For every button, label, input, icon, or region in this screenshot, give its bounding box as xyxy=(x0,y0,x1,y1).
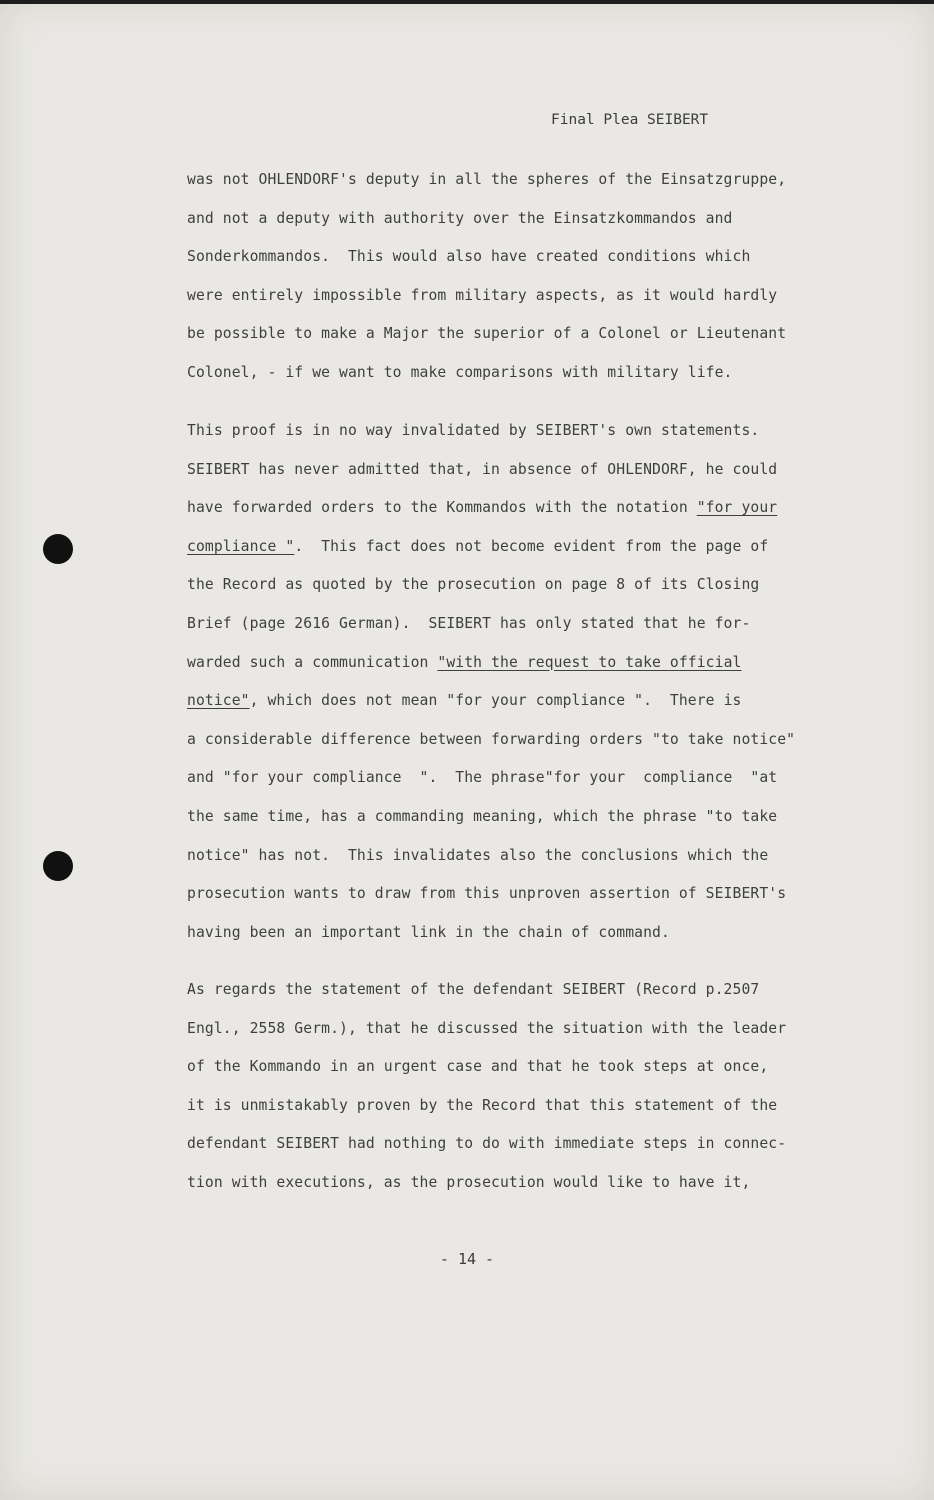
text-run: it is unmistakably proven by the Record that this statement of the xyxy=(187,1096,778,1114)
text-line xyxy=(187,759,847,798)
underlined-text: compliance " xyxy=(187,537,295,555)
text-line xyxy=(187,451,847,490)
text-run: Engl., 2558 Germ.), that he discussed the situation with the leader xyxy=(187,1019,787,1037)
text-line xyxy=(187,914,847,953)
text-line xyxy=(187,238,847,277)
page-header: Final Plea SEIBERT xyxy=(551,112,709,128)
text-line xyxy=(187,875,847,914)
text-run: a considerable difference between forwarding orders "to take notice" xyxy=(187,730,796,748)
text-line xyxy=(187,200,847,239)
text-run: . This fact does not become evident from the page of xyxy=(294,537,769,555)
text-run: Brief (page 2616 German). SEIBERT has only stated that he for- xyxy=(187,614,751,632)
text-line xyxy=(187,605,847,644)
text-line xyxy=(187,1010,847,1049)
text-run: be possible to make a Major the superior of a Colonel or Lieutenant xyxy=(187,325,787,343)
text-run: SEIBERT has never admitted that, in absence of OHLENDORF, he could xyxy=(187,460,778,478)
punch-hole-icon xyxy=(43,534,73,564)
paragraph-3 xyxy=(187,971,847,1203)
text-line xyxy=(187,354,847,393)
text-line xyxy=(187,566,847,605)
text-line xyxy=(187,412,847,451)
text-line xyxy=(187,721,847,760)
text-run: prosecution wants to draw from this unproven assertion of SEIBERT's xyxy=(187,885,787,903)
text-line xyxy=(187,798,847,837)
text-line xyxy=(187,489,847,528)
text-run: As regards the statement of the defendant SEIBERT (Record p.2507 xyxy=(187,981,760,998)
text-run: tion with executions, as the prosecution would like to have it, xyxy=(187,1173,751,1191)
text-line xyxy=(187,644,847,683)
paragraph-1 xyxy=(187,161,847,393)
text-line xyxy=(187,315,847,354)
text-run: having been an important link in the chain of command. xyxy=(187,923,670,941)
text-run: was not OHLENDORF's deputy in all the spheres of the Einsatzgruppe, xyxy=(187,171,787,188)
text-line xyxy=(187,161,847,200)
text-run: warded such a communication xyxy=(187,653,438,671)
text-run: notice" has not. This invalidates also the conclusions which the xyxy=(187,846,769,864)
text-line xyxy=(187,1125,847,1164)
text-run: This proof is in no way invalidated by SEIBERT's own statements. xyxy=(187,422,760,439)
text-run: , which does not mean "for your compliance ". There is xyxy=(249,692,742,710)
text-line xyxy=(187,277,847,316)
text-run: the Record as quoted by the prosecution on page 8 of its Closing xyxy=(187,576,760,594)
text-line xyxy=(187,682,847,721)
text-line xyxy=(187,1087,847,1126)
text-run: defendant SEIBERT had nothing to do with immediate steps in connec- xyxy=(187,1135,787,1153)
text-run: have forwarded orders to the Kommandos with the notation xyxy=(187,499,697,517)
text-line xyxy=(187,1164,847,1203)
underlined-text: "with the request to take official xyxy=(437,653,742,671)
text-run: of the Kommando in an urgent case and that he took steps at once, xyxy=(187,1058,769,1076)
text-line xyxy=(187,528,847,567)
underlined-text: notice" xyxy=(187,692,250,710)
paragraph-2 xyxy=(187,412,847,952)
underlined-text: "for your xyxy=(696,499,778,517)
text-line xyxy=(187,971,847,1010)
text-run: and "for your compliance ". The phrase"for your compliance "at xyxy=(187,769,778,787)
text-run: Colonel, - if we want to make comparisons with military life. xyxy=(187,363,733,381)
text-run: the same time, has a commanding meaning, which the phrase "to take xyxy=(187,807,778,825)
text-run: and not a deputy with authority over the Einsatzkommandos and xyxy=(187,209,733,227)
page-number: - 14 - xyxy=(439,1250,495,1268)
text-run: were entirely impossible from military aspects, as it would hardly xyxy=(187,286,778,304)
text-run: Sonderkommandos. This would also have created conditions which xyxy=(187,248,751,266)
text-line xyxy=(187,1048,847,1087)
scan-edge xyxy=(0,0,934,4)
text-line xyxy=(187,837,847,876)
punch-hole-icon xyxy=(43,851,73,881)
